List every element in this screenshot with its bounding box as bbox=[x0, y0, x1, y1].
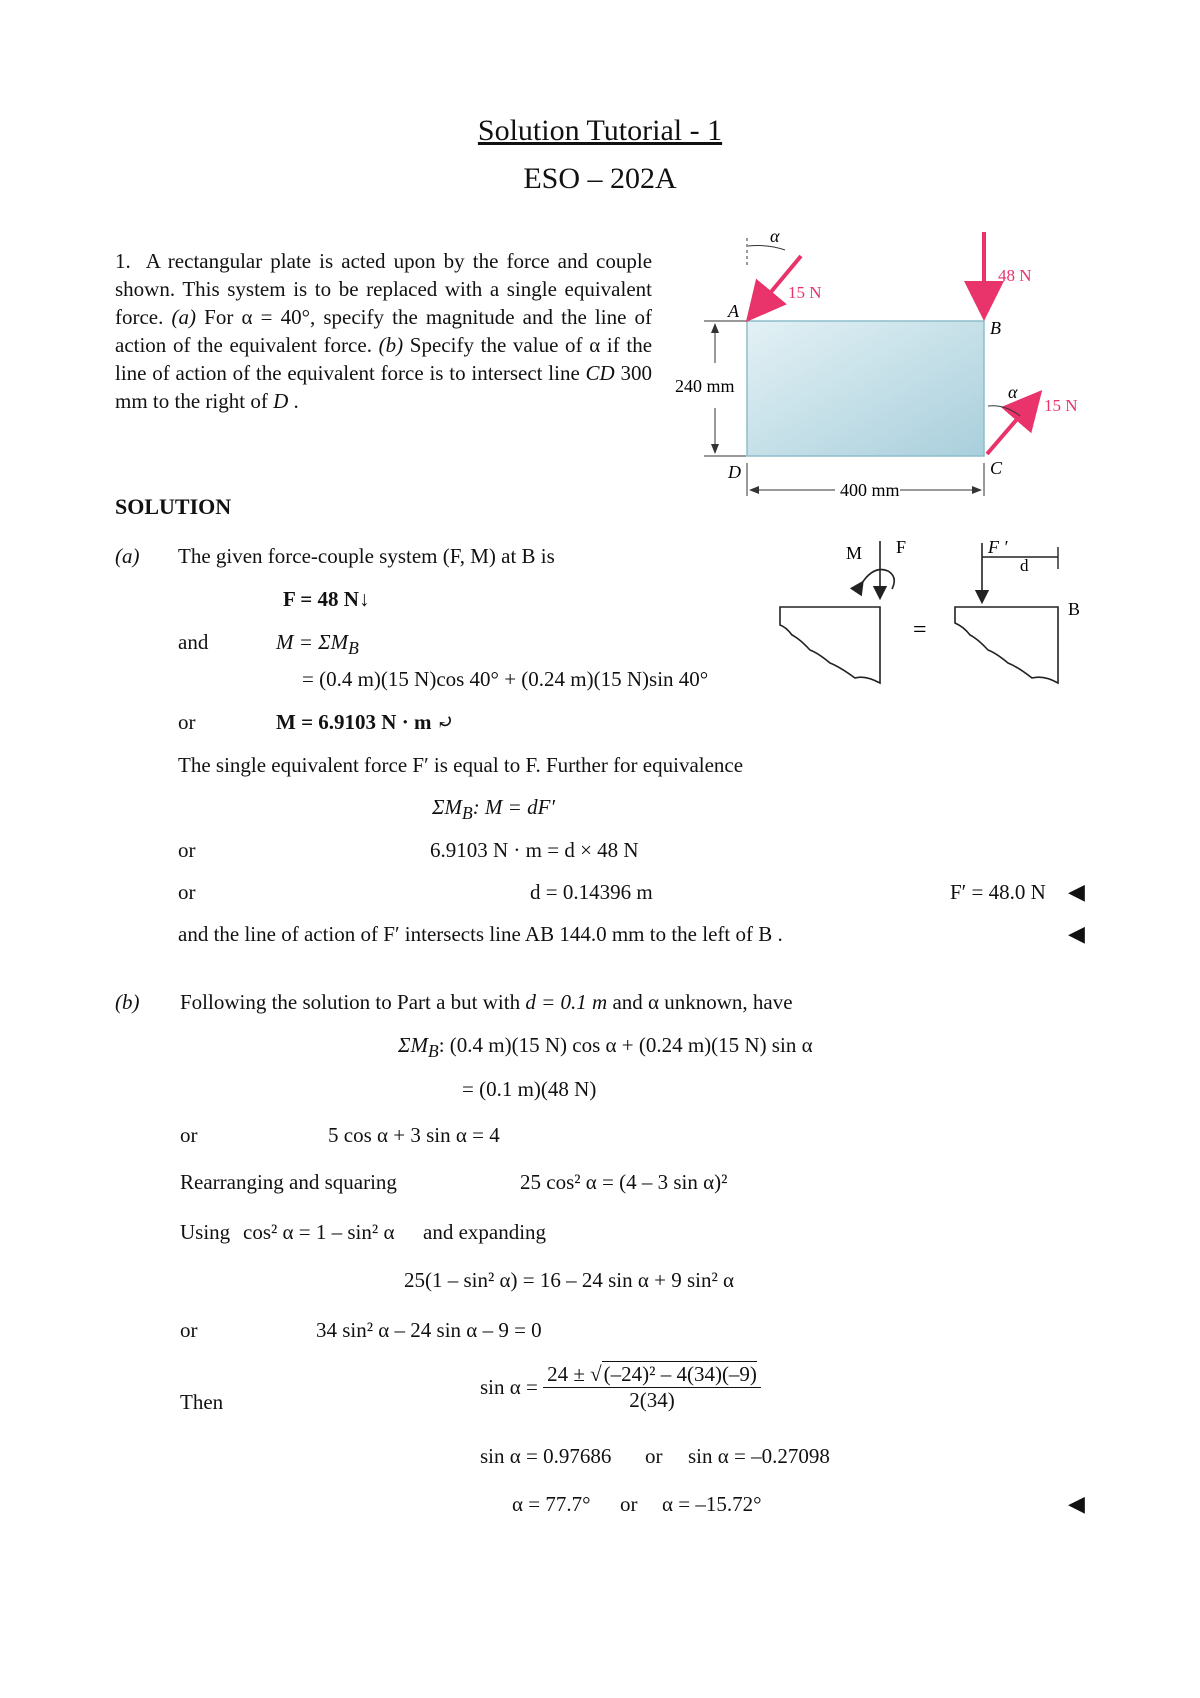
eq-moment-1: $M = \Sigma M_B$ bbox=[276, 630, 359, 659]
equivalence-sketch bbox=[770, 535, 1090, 695]
sketch-f-label: F bbox=[896, 537, 907, 557]
part-a-label: (a) bbox=[115, 544, 140, 568]
eq-b-sum: $\Sigma M_B$: (0.4 m)(15 N) cos α + (0.24 m)(15 N) sin α bbox=[398, 1033, 813, 1062]
answer-marker-1: ◀ bbox=[1068, 879, 1085, 904]
force-label-b: 48 N bbox=[998, 266, 1032, 285]
result-force: F′ = 48.0 N bbox=[950, 880, 1046, 904]
line-of-action-text: and the line of action of F′ intersects line AB 144.0 mm to the left of B . bbox=[178, 922, 783, 946]
expanding-label: and expanding bbox=[423, 1220, 547, 1244]
eq-sum-moment: $\Sigma M_B$: M = dF′ bbox=[432, 795, 556, 824]
then-label: Then bbox=[180, 1390, 224, 1414]
eq-sin-value-1: sin α = 0.97686 bbox=[480, 1444, 612, 1468]
single-force-text: The single equivalent force F′ is equal to F. Further for equivalence bbox=[178, 753, 744, 777]
eq-distance: d = 0.14396 m bbox=[530, 880, 653, 904]
problem-text-e: . bbox=[293, 389, 299, 413]
answer-marker-3: ◀ bbox=[1068, 1491, 1085, 1516]
part-b-intro: Following the solution to Part a but with d = 0.1 m and α unknown, have bbox=[180, 990, 793, 1014]
plate-figure bbox=[660, 228, 1080, 518]
eq-moment-2: = (0.4 m)(15 N)cos 40° + (0.24 m)(15 N)sin 40° bbox=[302, 667, 709, 691]
corner-a: A bbox=[728, 301, 739, 321]
and-label: and bbox=[178, 630, 209, 654]
eq-alpha-2: α = –15.72° bbox=[662, 1492, 762, 1516]
force-arrow-c bbox=[987, 396, 1037, 454]
or-label-2: or bbox=[178, 838, 196, 862]
alpha-arc-a bbox=[748, 246, 785, 251]
sketch-m-label: M bbox=[846, 543, 863, 563]
part-b-label: (b) bbox=[378, 333, 404, 357]
or-label-1: or bbox=[178, 710, 196, 734]
eq-alpha-1: α = 77.7° bbox=[512, 1492, 591, 1516]
sketch-b-label: B bbox=[1068, 599, 1081, 619]
eq-rearranged: 25 cos² α = (4 – 3 sin α)² bbox=[520, 1170, 728, 1194]
line-cd: CD bbox=[585, 361, 615, 385]
eq-quadratic-formula: sin α = $\frac{\text{24 ± √(–24)² – 4(34)(–9)}}{2(34)}$ bbox=[480, 1362, 761, 1413]
eq-force: F = 48 N↓ bbox=[283, 587, 370, 611]
sketch-plate-right bbox=[955, 607, 1058, 683]
or-label-5: or bbox=[180, 1318, 198, 1342]
sketch-fp-label: F ′ bbox=[988, 537, 1008, 557]
alpha-arc-c bbox=[988, 406, 1020, 416]
point-d: D bbox=[273, 389, 289, 413]
rearrange-label: Rearranging and squaring bbox=[180, 1170, 397, 1194]
answer-marker-2: ◀ bbox=[1068, 921, 1085, 946]
width-dim: 400 mm bbox=[840, 480, 900, 500]
or-label-6: or bbox=[645, 1444, 663, 1468]
sketch-equals: = bbox=[913, 617, 927, 643]
part-b-label: (b) bbox=[115, 990, 140, 1014]
problem-number: 1. bbox=[115, 249, 131, 273]
eq-quadratic: 34 sin² α – 24 sin α – 9 = 0 bbox=[316, 1318, 542, 1342]
part-a-label: (a) bbox=[171, 305, 197, 329]
using-label: Using bbox=[180, 1220, 231, 1244]
eq-sin-value-2: sin α = –0.27098 bbox=[688, 1444, 830, 1468]
sketch-plate-left bbox=[780, 607, 880, 683]
height-dim: 240 mm bbox=[675, 376, 735, 396]
problem-text-c: Specify the value of α if the line of action of the equivalent force is to intersect line bbox=[115, 333, 653, 385]
part-a-intro: The given force-couple system (F, M) at B is bbox=[178, 544, 555, 568]
sketch-d-label: d bbox=[1020, 556, 1029, 575]
force-label-c: 15 N bbox=[1044, 396, 1078, 415]
or-label-4: or bbox=[180, 1123, 198, 1147]
sketch-moment bbox=[862, 570, 894, 590]
eq-expanded: 25(1 – sin² α) = 16 – 24 sin α + 9 sin² α bbox=[404, 1268, 735, 1292]
corner-d: D bbox=[728, 462, 741, 482]
eq-numeric: 6.9103 N · m = d × 48 N bbox=[430, 838, 639, 862]
eq-moment-3: M = 6.9103 N · m ⤾ bbox=[276, 710, 455, 734]
problem-text-a: A rectangular plate is acted upon by the force and couple shown. This system is to be replaced with a single equivalent force. bbox=[115, 249, 653, 329]
alpha-label-a: α bbox=[770, 228, 780, 246]
alpha-label-c: α bbox=[1008, 382, 1018, 402]
eq-b-simplified: 5 cos α + 3 sin α = 4 bbox=[328, 1123, 500, 1147]
force-label-a: 15 N bbox=[788, 283, 822, 302]
plate bbox=[747, 321, 984, 456]
page-title: Solution Tutorial - 1 bbox=[477, 114, 723, 147]
problem-text-d: 300 mm to the right of bbox=[115, 361, 653, 413]
course-code: ESO – 202A bbox=[523, 162, 677, 195]
corner-b: B bbox=[990, 318, 1001, 338]
eq-b-rhs: = (0.1 m)(48 N) bbox=[462, 1077, 597, 1101]
or-label-7: or bbox=[620, 1492, 638, 1516]
eq-identity: cos² α = 1 – sin² α bbox=[243, 1220, 395, 1244]
problem-text-b: For α = 40°, specify the magnitude and the line of action of the equivalent force. bbox=[115, 305, 653, 357]
problem-statement bbox=[115, 247, 652, 415]
corner-c: C bbox=[990, 458, 1003, 478]
or-label-3: or bbox=[178, 880, 196, 904]
solution-heading: SOLUTION bbox=[115, 494, 232, 519]
